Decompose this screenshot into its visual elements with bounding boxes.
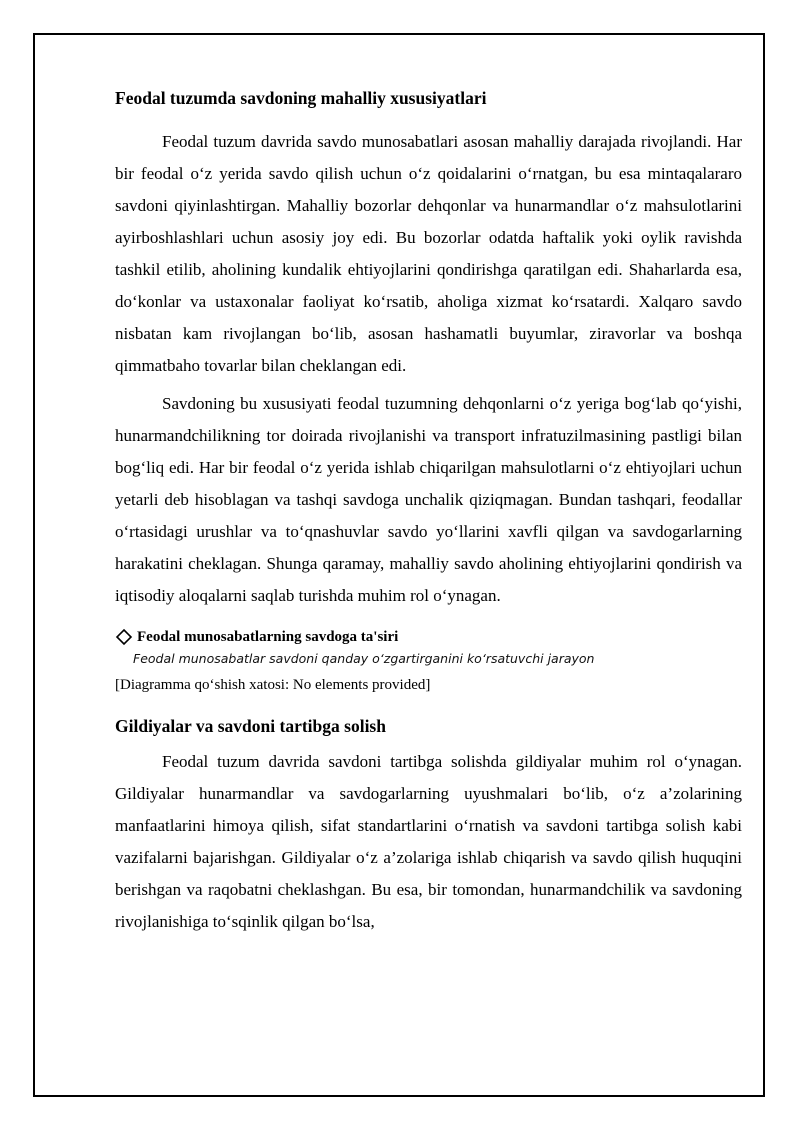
diagram-title — [115, 626, 742, 648]
diagram-subtitle: Feodal munosabatlar savdoni qanday o‘zgartirganini ko‘rsatuvchi jarayon — [133, 651, 595, 666]
paragraph-local-trade: Feodal tuzum davrida savdo munosabatlari asosan mahalliy darajada rivojlandi. Har bir feodal o‘z yerida savdo qilish uchun o‘z qoidalarini o‘rnatgan, bu esa mintaqalararo savdoni qiyinlashtirgan. Mahalliy bozorlar dehqonlar va hunarmandlar o‘z mahsulotlarini ayirboshlashlari uchun asosiy joy edi. Bu bozorlar odatda haftalik yoki oylik ravishda tashkil etilib, aholining kundalik ehtiyojlarini qondirishga qaratilgan edi. Shaharlarda esa, do‘konlar va ustaxonalar faoliyat ko‘rsatib, aholiga xizmat ko‘rsatardi. Xalqaro savdo nisbatan kam rivojlangan bo‘lib, asosan hashamatli buyumlar, ziravorlar va boshqa qimmatbaho tovarlar bilan cheklangan edi. — [115, 132, 742, 375]
diagram-error-message: [Diagramma qo‘shish xatosi: No elements provided] — [115, 677, 431, 693]
section-heading-guilds: Gildiyalar va savdoni tartibga solish — [115, 716, 386, 736]
paragraph-guilds: Feodal tuzum davrida savdoni tartibga solishda gildiyalar muhim rol o‘ynagan. Gildiyalar hunarmandlar va savdogarlarning uyushmalari bo‘lib, o‘z a’zolarining manfaatlarini himoya qilish, sifat standartlarini o‘rnatish va savdoni tartibga solish kabi vazifalarni bajarishgan. Gildiyalar o‘z a’zolariga ishlab chiqarish va savdo qilish huquqini berishgan va raqobatni cheklashgan. Bu esa, bir tomondan, hunarmandchilik va savdoning rivojlanishiga to‘sqinlik qilgan bo‘lsa, — [115, 752, 742, 931]
diagram-title-text: Feodal munosabatlarning savdoga ta'siri — [137, 629, 399, 645]
document-body — [115, 84, 742, 938]
section-heading-local-trade: Feodal tuzumda savdoning mahalliy xususiyatlari — [115, 88, 487, 108]
diamond-icon — [115, 628, 133, 646]
paragraph-trade-features: Savdoning bu xususiyati feodal tuzumning dehqonlarni o‘z yeriga bog‘lab qo‘yishi, hunarmandchilikning tor doirada rivojlanishi va transport infratuzilmasining pastligi bilan bog‘liq edi. Har bir feodal o‘z yerida ishlab chiqarilgan mahsulotlarni o‘z ehtiyojlari uchun yetarli deb hisoblagan va tashqi savdoga unchalik qiziqmagan. Bundan tashqari, feodallar o‘rtasidagi urushlar va to‘qnashuvlar savdo yo‘llarini xavfli qilgan va savdogarlarning harakatini cheklagan. Shunga qaramay, mahalliy savdo aholining ehtiyojlarini qondirish va iqtisodiy aloqalarni saqlab turishda muhim rol o‘ynagan. — [115, 394, 742, 605]
